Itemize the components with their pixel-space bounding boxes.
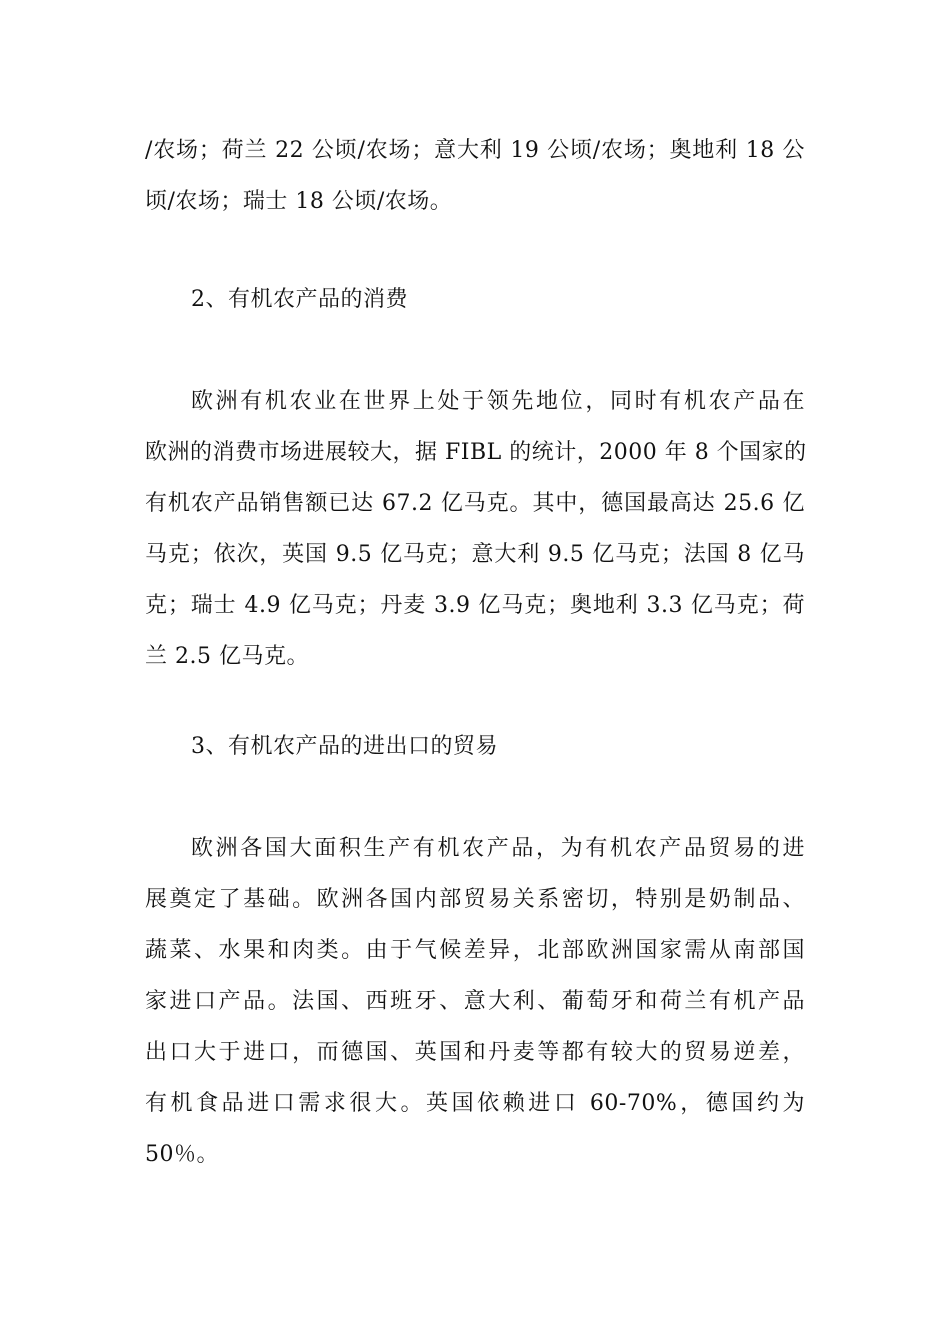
paragraph-line: 欧洲有机农业在世界上处于领先地位，同时有机农产品在 — [191, 389, 805, 414]
paragraph-line: 兰 2.5 亿马克。 — [145, 644, 309, 669]
paragraph-line: 欧洲各国大面积生产有机农产品，为有机农产品贸易的进 — [191, 836, 805, 861]
paragraph-line: 马克；依次，英国 9.5 亿马克；意大利 9.5 亿马克；法国 8 亿马 — [145, 542, 805, 567]
paragraph-line: 有机农产品销售额已达 67.2 亿马克。其中，德国最高达 25.6 亿 — [145, 491, 805, 516]
paragraph-trade — [145, 823, 805, 1180]
paragraph-consumption — [145, 376, 805, 682]
paragraph-line: 50％。 — [145, 1142, 219, 1167]
paragraph-line: 家进口产品。法国、西班牙、意大利、葡萄牙和荷兰有机产品 — [145, 989, 805, 1014]
paragraph-line: 顷/农场；瑞士 18 公顷/农场。 — [145, 189, 453, 214]
section-heading-consumption — [145, 274, 805, 325]
paragraph-line: 克；瑞士 4.9 亿马克；丹麦 3.9 亿马克；奥地利 3.3 亿马克；荷 — [145, 593, 805, 618]
paragraph-farm-size — [145, 125, 805, 227]
paragraph-line: 欧洲的消费市场进展较大，据 FIBL 的统计，2000 年 8 个国家的 — [145, 440, 807, 465]
paragraph-line: 出口大于进口，而德国、英国和丹麦等都有较大的贸易逆差， — [145, 1040, 805, 1065]
section-heading: 3、有机农产品的进出口的贸易 — [191, 734, 498, 759]
paragraph-line: /农场；荷兰 22 公顷/农场；意大利 19 公顷/农场；奥地利 18 公 — [145, 138, 805, 163]
paragraph-line: 有机食品进口需求很大。英国依赖进口 60-70%，德国约为 — [145, 1091, 805, 1116]
paragraph-line: 展奠定了基础。欧洲各国内部贸易关系密切，特别是奶制品、 — [145, 887, 805, 912]
paragraph-line: 蔬菜、水果和肉类。由于气候差异，北部欧洲国家需从南部国 — [145, 938, 805, 963]
section-heading: 2、有机农产品的消费 — [191, 287, 408, 312]
section-heading-trade — [145, 721, 805, 772]
